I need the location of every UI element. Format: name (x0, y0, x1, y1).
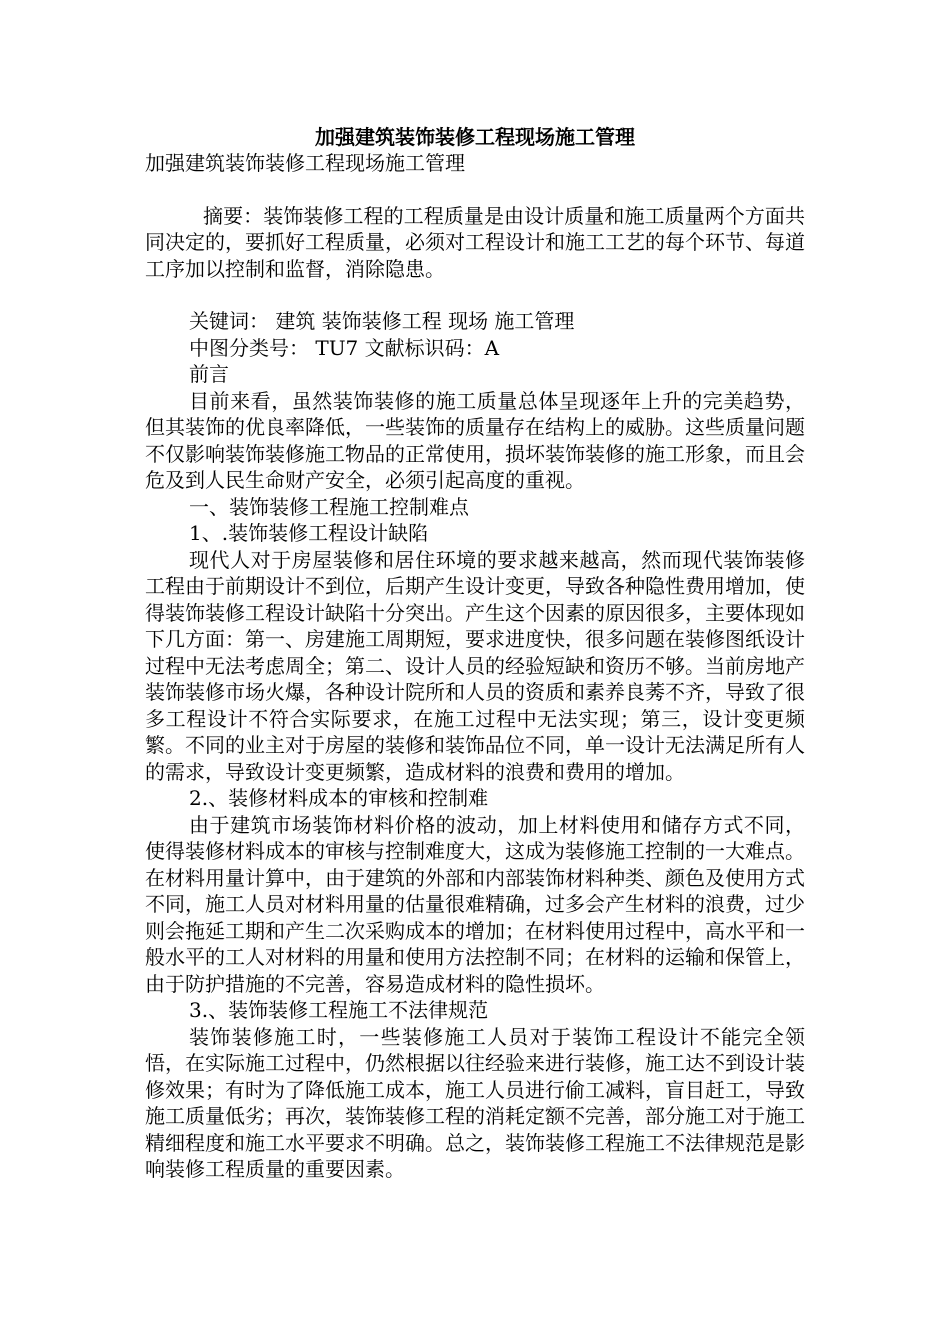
abstract-paragraph: 摘要：装饰装修工程的工程质量是由设计质量和施工质量两个方面共同决定的，要抓好工程质量，必须对工程设计和施工工艺的每个环节、每道工序加以控制和监督，消除隐患。 (145, 203, 805, 281)
document-title: 加强建筑装饰装修工程现场施工管理 (315, 125, 635, 149)
keywords-line: 关键词： 建筑 装饰装修工程 现场 施工管理 (189, 309, 575, 333)
subsection-3-heading: 3.、装饰装修工程施工不法律规范 (189, 998, 489, 1022)
subsection-1-paragraph: 现代人对于房屋装修和居住环境的要求越来越高，然而现代装饰装修工程由于前期设计不到位，后期产生设计变更，导致各种隐性费用增加，使得装饰装修工程设计缺陷十分突出。产生这个因素的原因很多，主要体现如下几方面：第一、房建施工周期短，要求进度快，很多问题在装修图纸设计过程中无法考虑周全；第二、设计人员的经验短缺和资历不够。当前房地产装饰装修市场火爆，各种设计院所和人员的资质和素养良莠不齐，导致了很多工程设计不符合实际要求，在施工过程中无法实现；第三，设计变更频繁。不同的业主对于房屋的装修和装饰品位不同，单一设计无法满足所有人的需求，导致设计变更频繁，造成材料的浪费和费用的增加。 (145, 547, 805, 784)
classification-line: 中图分类号： TU7 文献标识码：A (189, 335, 500, 360)
subsection-2-heading: 2.、装修材料成本的审核和控制难 (189, 786, 489, 810)
preface-heading: 前言 (189, 362, 229, 386)
spacer (145, 282, 805, 308)
spacer (145, 177, 805, 203)
document-page (145, 124, 805, 1183)
subsection-1-heading: 1、.装饰装修工程设计缺陷 (189, 521, 429, 545)
section-1-heading: 一、装饰装修工程施工控制难点 (189, 494, 469, 519)
subsection-2-paragraph: 由于建筑市场装饰材料价格的波动，加上材料使用和储存方式不同，使得装修材料成本的审核与控制难度大，这成为装修施工控制的一大难点。在材料用量计算中，由于建筑的外部和内部装饰材料种类、颜色及使用方式不同，施工人员对材料用量的估量很难精确，过多会产生材料的浪费，过少则会拖延工期和产生二次采购成本的增加；在材料使用过程中，高水平和一般水平的工人对材料的用量和使用方法控制不同；在材料的运输和保管上，由于防护措施的不完善，容易造成材料的隐性损坏。 (145, 812, 805, 996)
subsection-3-paragraph: 装饰装修施工时，一些装修施工人员对于装饰工程设计不能完全领悟，在实际施工过程中，仍然根据以往经验来进行装修，施工达不到设计装修效果；有时为了降低施工成本，施工人员进行偷工减料，盲目赶工，导致施工质量低劣；再次，装饰装修工程的消耗定额不完善，部分施工对于施工精细程度和施工水平要求不明确。总之，装饰装修工程施工不法律规范是影响装修工程质量的重要因素。 (145, 1024, 805, 1181)
document-subtitle: 加强建筑装饰装修工程现场施工管理 (145, 151, 465, 175)
preface-paragraph: 目前来看，虽然装饰装修的施工质量总体呈现逐年上升的完美趋势，但其装饰的优良率降低，一些装饰的质量存在结构上的威胁。这些质量问题不仅影响装饰装修施工物品的正常使用，损坏装饰装修的施工形象，而且会危及到人民生命财产安全，必须引起高度的重视。 (145, 388, 805, 492)
